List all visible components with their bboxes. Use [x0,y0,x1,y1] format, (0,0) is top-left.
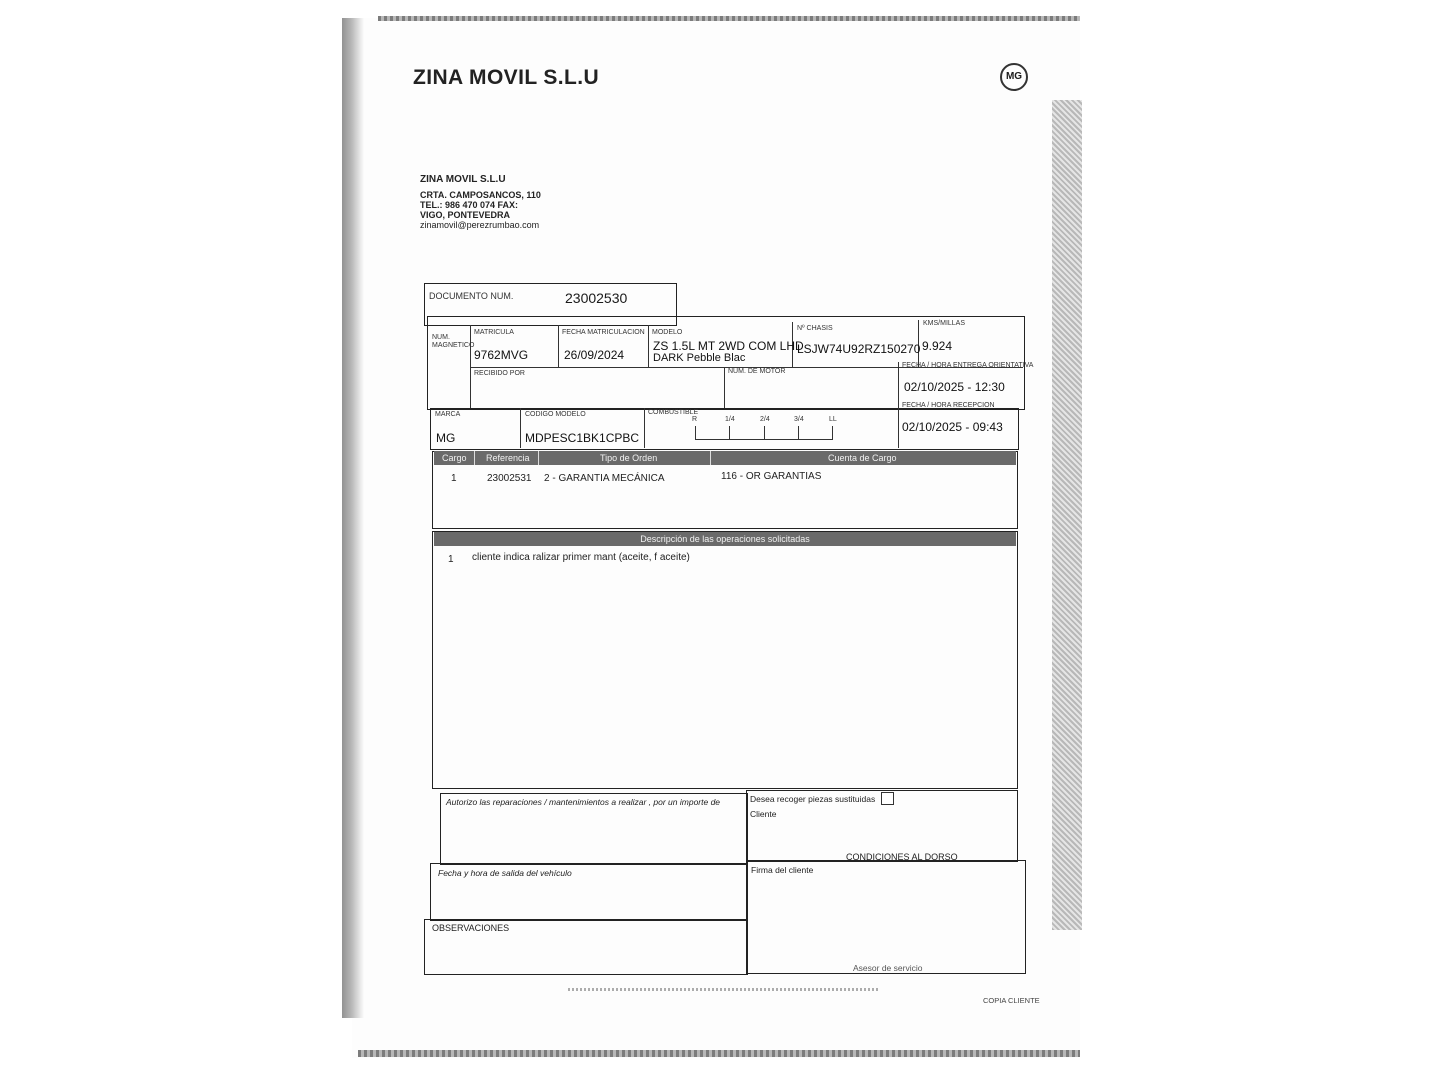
fuel-tick [695,426,696,440]
codigo-modelo-label: CODIGO MODELO [525,411,586,418]
modelo-label: MODELO [652,329,683,336]
fuel-tick-label: 2/4 [760,416,770,423]
document-number-label: DOCUMENTO NUM. [429,291,514,301]
divider [520,408,521,448]
modelo-value-line1: ZS 1.5L MT 2WD COM LHD [653,339,804,353]
company-title: ZINA MOVIL S.L.U [413,66,600,89]
km-label: KMS/MILLAS [923,320,966,327]
cliente-label: Cliente [750,809,777,819]
asesor-label: Asesor de servicio [853,963,923,973]
fuel-tick [832,426,833,440]
recepcion-label: FECHA / HORA RECEPCION [902,402,995,409]
address-phone: TEL.: 986 470 074 FAX: [420,200,519,210]
marca-value: MG [436,431,456,445]
divider [710,451,711,465]
address-name: ZINA MOVIL S.L.U [420,174,506,185]
recoger-checkbox[interactable] [881,792,894,805]
num-magnetico-label: NUM. MAGNETICO [432,334,475,349]
condiciones-label: CONDICIONES AL DORSO [846,852,958,862]
entrega-value: 02/10/2025 - 12:30 [904,380,1005,394]
row-cargo: 1 [451,473,457,484]
matricula-label: MATRICULA [474,329,514,336]
recoger-label: Desea recoger piezas sustituidas [750,794,876,804]
fuel-tick-label: 3/4 [794,416,804,423]
divider [898,400,899,448]
operation-number: 1 [448,554,454,565]
recepcion-value: 02/10/2025 - 09:43 [902,420,1003,434]
authorization-text: Autorizo las reparaciones / mantenimientos a realizar , por un importe de [446,797,721,807]
matricula-value: 9762MVG [474,348,529,362]
fuel-tick-label: LL [829,416,837,423]
firma-box [746,860,1026,974]
mg-logo-icon: MG [1000,63,1028,91]
document-number: 23002530 [565,290,628,306]
cargo-header-dividers [434,451,1016,467]
fuel-tick [798,426,799,440]
row-tipo-orden: 2 - GARANTIA MECÁNICA [544,473,665,484]
address-street: CRTA. CAMPOSANCOS, 110 [420,190,541,200]
copia-cliente-label: COPIA CLIENTE [983,996,1040,1005]
header-referencia: Referencia [486,453,530,463]
divider [538,451,539,465]
divider [648,325,649,367]
header-cargo: Cargo [442,453,467,463]
firma-label: Firma del cliente [751,865,814,875]
operations-box [432,531,1018,789]
header-cuenta-cargo: Cuenta de Cargo [828,453,897,463]
entrega-label: FECHA / HORA ENTREGA ORIENTATIVA [902,362,1034,369]
operations-header: Descripción de las operaciones solicitadas [434,532,1016,546]
address-email: zinamovil@perezrumbao.com [420,220,540,230]
codigo-modelo-value: MDPESC1BK1CPBC [525,431,640,445]
combustible-label: COMBUSTIBLE [648,409,699,416]
row-referencia: 23002531 [487,473,532,484]
fuel-gauge [692,416,837,440]
motor-label: NUM. DE MOTOR [728,368,786,375]
operation-text: cliente indica ralizar primer mant (aceite, f aceite) [472,552,690,563]
table-row [434,473,1016,487]
row-cuenta-cargo: 116 - OR GARANTIAS [721,471,822,482]
fuel-tick-label: R [692,416,698,423]
legal-fine-print [568,988,880,991]
fuel-tick [764,426,765,440]
scan-edge-bottom [358,1050,1080,1057]
recibido-label: RECIBIDO POR [474,370,525,377]
divider [644,408,645,448]
fecha-salida-label: Fecha y hora de salida del vehículo [438,868,572,878]
fecha-matriculacion-label: FECHA MATRICULACION [562,329,645,336]
header-tipo-orden: Tipo de Orden [600,453,658,463]
scan-shadow-right [1052,100,1082,930]
bastidor-value: LSJW74U92RZ150270 [797,342,921,356]
scan-shadow-left [342,18,364,1018]
marca-label: MARCA [435,411,461,418]
modelo-value-line2: DARK Pebble Blac [653,352,746,364]
observaciones-label: OBSERVACIONES [432,923,510,933]
bastidor-label: Nº CHASIS [797,325,833,332]
divider [474,451,475,465]
fuel-tick [729,426,730,440]
fecha-matriculacion-value: 26/09/2024 [564,348,625,362]
divider [558,325,559,367]
address-city: VIGO, PONTEVEDRA [420,210,511,220]
fuel-tick-label: 1/4 [725,416,735,423]
divider [724,367,725,408]
km-value: 9.924 [922,339,953,353]
scan-edge-top [378,16,1080,21]
list-item [434,552,1004,566]
